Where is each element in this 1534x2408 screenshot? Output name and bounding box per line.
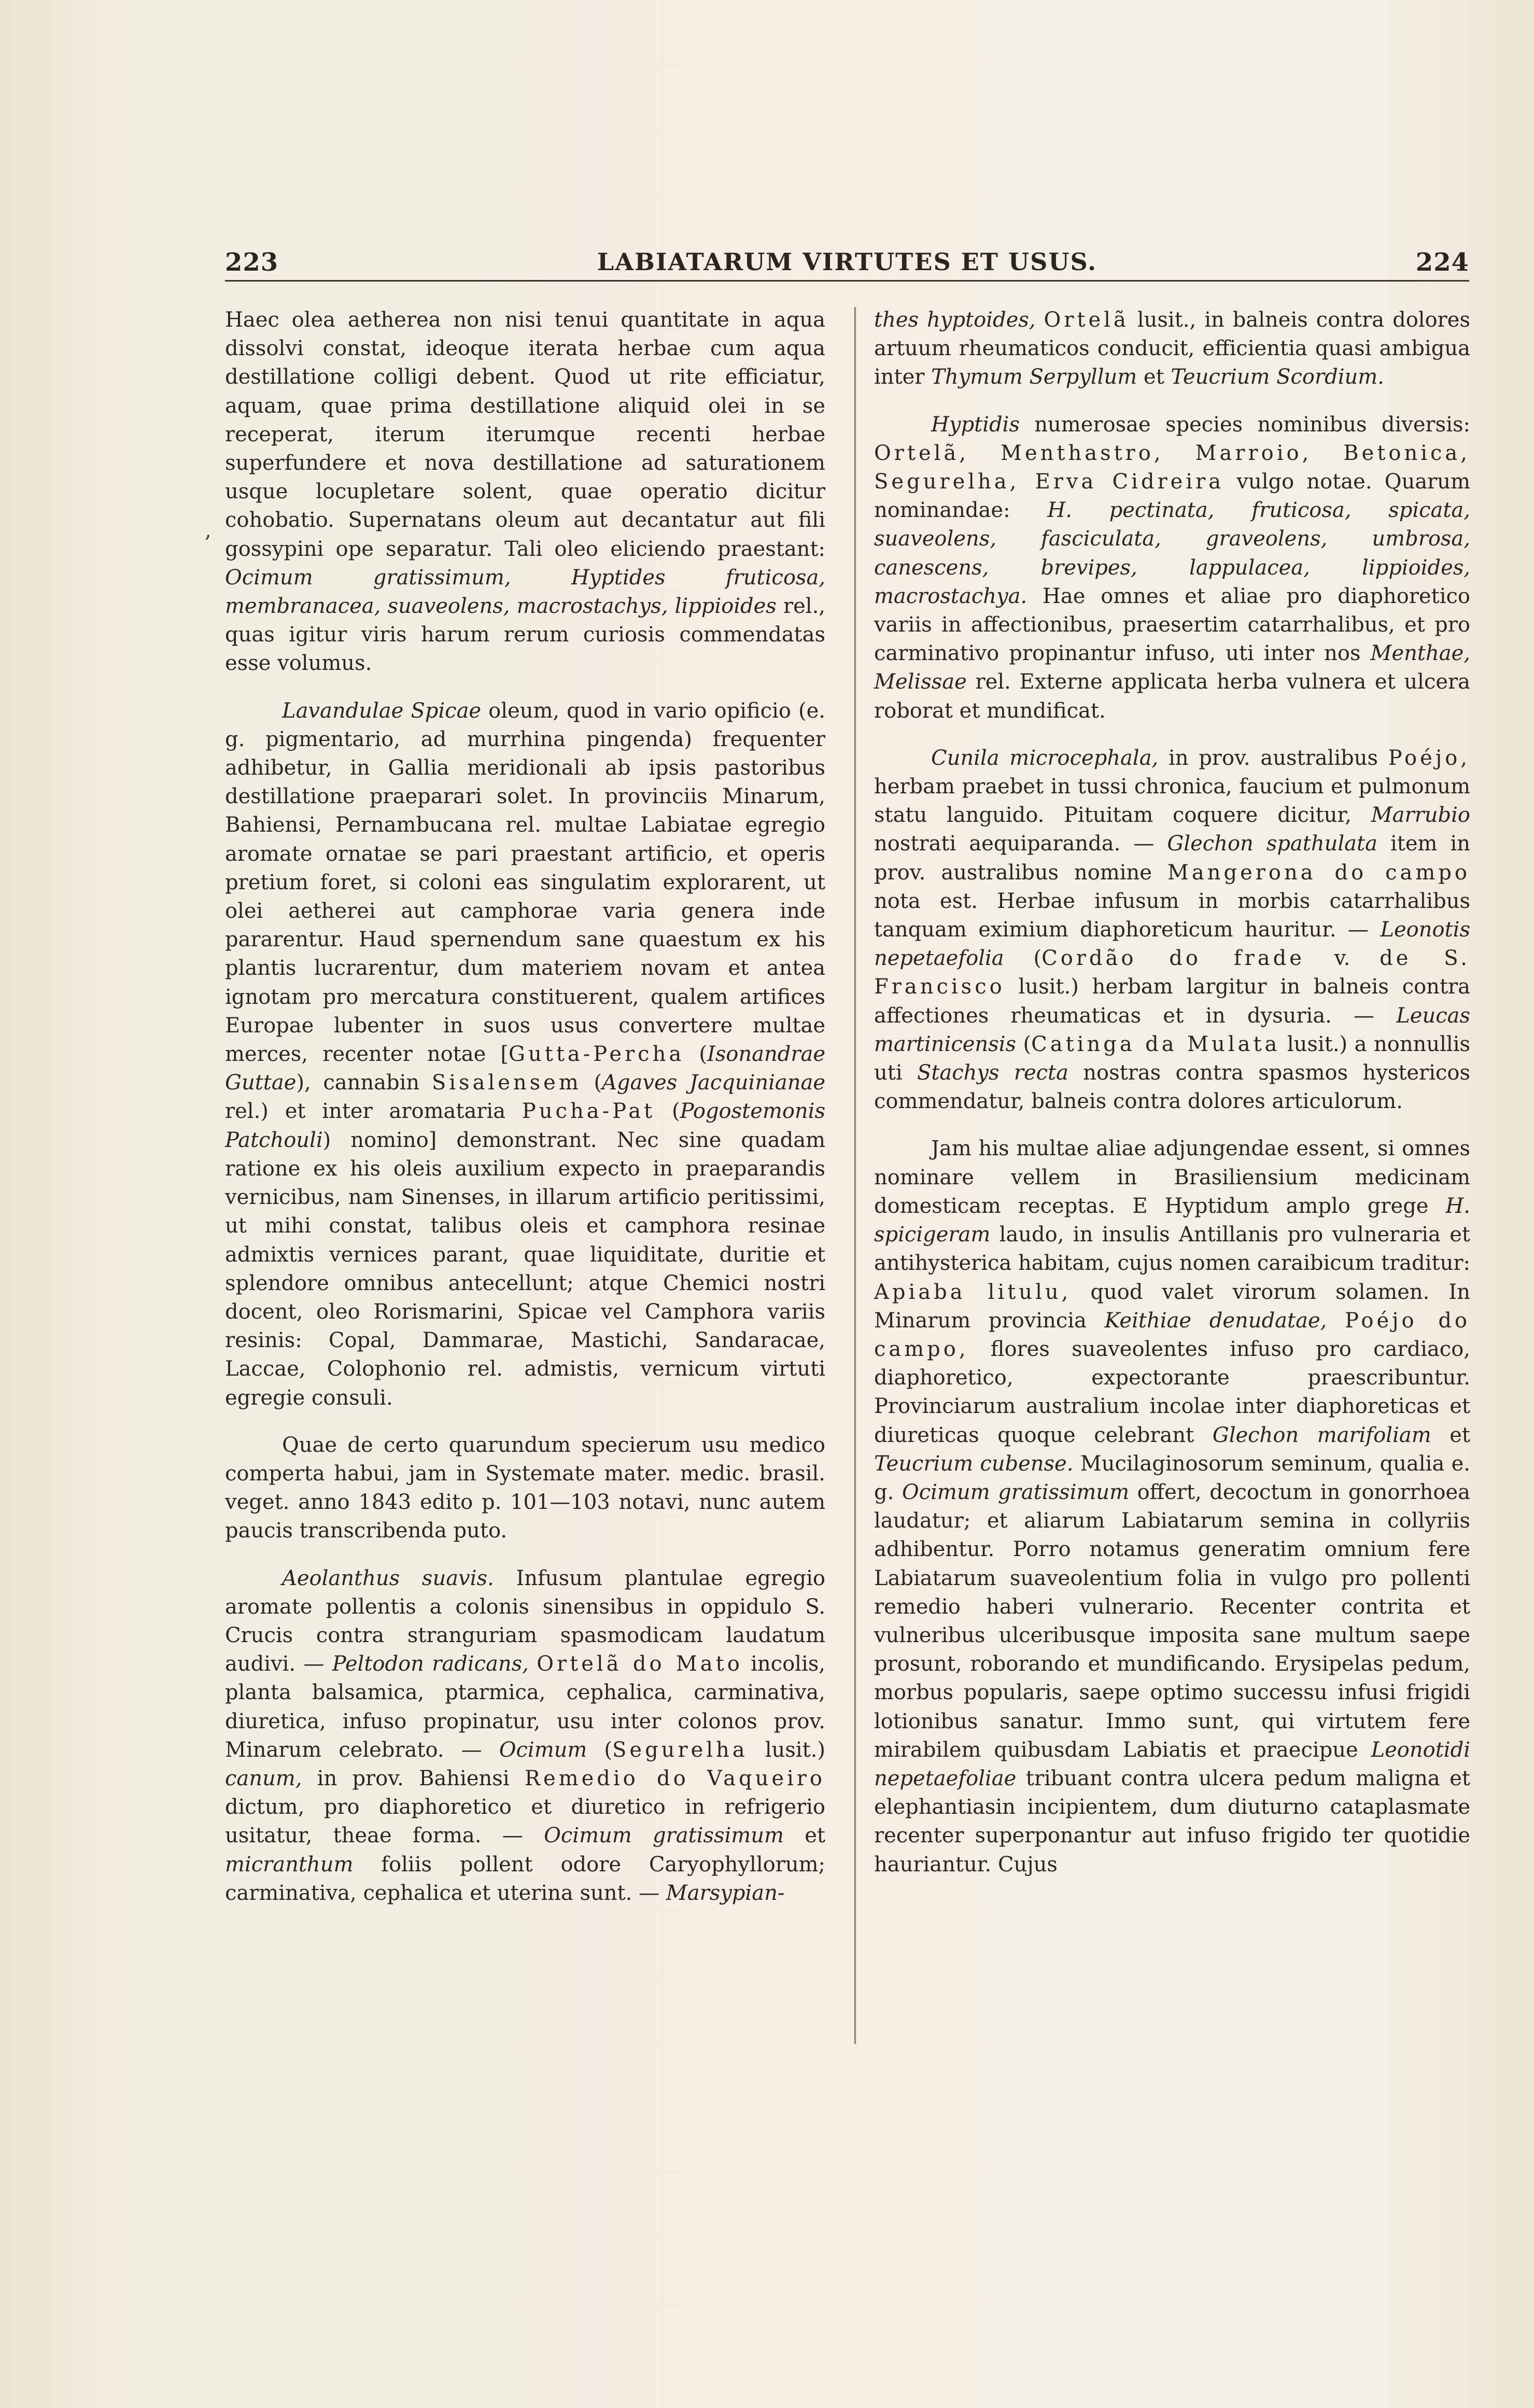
text-run: lusit.) herbam largitur in balneis contra affectiones rheumaticas et in dysuria. —	[874, 975, 1470, 1028]
vernacular-name: Gutta-Percha	[509, 1042, 685, 1067]
species-name: Ocimum gratissimum	[902, 1480, 1129, 1504]
text-run: (	[684, 1042, 707, 1067]
text-run: lusit.)	[748, 1738, 825, 1762]
text-run	[529, 1652, 537, 1676]
left-column	[225, 306, 825, 1926]
column-divider	[854, 307, 856, 2044]
vernacular-name: Sisalensem	[431, 1071, 582, 1095]
text-run: flores suaveolentes infuso pro cardiaco, diaphoretico, expectorante praescribuntur. Provinciarum australium incolae inter diaphoreticas et diureticas quoque celebrant	[874, 1337, 1470, 1447]
species-name: Aeolanthus suavis.	[282, 1566, 494, 1590]
species-name: H. spicigeram	[874, 1194, 1470, 1247]
species-name: Marsypian-	[666, 1881, 785, 1905]
text-run: offert, decoctum in gonorrhoea laudatur; et aliarum Labiatarum semina in collyriis adhibentur. Porro notamus generatim omnium fere Labiatarum suaveolentium folia in vulgo pro pollenti remedio haberi vulnerario. Recenter contrita et vulneribus ulceribusque imposita sane multum saepe prosunt, roborando et mundificando. Erysipelas pedum, morbus popularis, saepe optimo successu infusi frigidi lotionibus sanatur. Immo sunt, qui virtutem fere mirabilem quibusdam Labiatis et praecipue	[874, 1480, 1470, 1762]
text-run: (	[655, 1099, 680, 1124]
species-name: Marrubio	[1371, 803, 1470, 828]
text-run: (	[1004, 946, 1042, 971]
vernacular-name: Mangerona do campo	[1167, 860, 1470, 885]
vernacular-name: Poéjo do campo,	[874, 1308, 1471, 1361]
text-run: (	[587, 1738, 612, 1762]
running-head	[225, 248, 1469, 284]
text-run: nota est. Herbae infusum in morbis catarrhalibus tanquam eximium diaphoreticum hauritur. —	[874, 889, 1470, 942]
paragraph	[874, 1135, 1470, 1879]
vernacular-name: Ortelã do Mato	[537, 1652, 743, 1676]
vernacular-name: Poéjo,	[1388, 746, 1471, 770]
text-run: in prov. Bahiensi	[302, 1766, 525, 1790]
text-run: ) nomino] demonstrant. Nec sine quadam ratione ex his oleis auxilium expecto in praeparandis vernicibus, nam Sinenses, in illarum artificio peritissimi, ut mihi constat, talibus oleis et camphora resinae admixtis vernices parant, quae liquiditate, duritie et splendore omnibus antecellunt; atque Chemici nostri docent, oleo Rorismarini, Spicae vel Camphora variis resinis: Copal, Dammarae, Mastichi, Sandaracae, Laccae, Colophonio rel. admistis, vernicum virtuti egregie consuli.	[225, 1128, 825, 1410]
text-run: ), cannabin	[296, 1071, 432, 1095]
text-run	[1035, 308, 1044, 332]
paragraph	[225, 1564, 825, 1908]
vernacular-name: Apiaba litulu,	[874, 1280, 1072, 1304]
species-name: Agaves Jacquinianae	[602, 1071, 825, 1095]
text-run: foliis pollent odore Caryophyllorum; carminativa, cephalica et uterina sunt. —	[225, 1852, 825, 1905]
text-run: in prov. australibus	[1158, 746, 1388, 770]
paragraph	[225, 306, 825, 678]
species-name: Stachys recta	[917, 1061, 1068, 1085]
text-run: rel.) et inter aromataria	[225, 1099, 522, 1124]
text-run: nostras contra spasmos hystericos commendatur, balneis contra dolores articulorum.	[874, 1061, 1470, 1114]
vernacular-name: Remedio do Vaqueiro	[524, 1766, 825, 1790]
text-run: (	[581, 1071, 602, 1095]
paragraph	[225, 697, 825, 1412]
text-run: Hae omnes et aliae pro diaphoretico variis in affectionibus, praesertim catarrhalibus, et pro carminativo propinantur infuso, uti inter nos	[874, 584, 1470, 666]
text-run: quod valet virorum solamen. In Minarum provincia	[874, 1280, 1470, 1333]
text-run: et	[1137, 365, 1171, 389]
species-name: Glechon marifoliam	[1212, 1423, 1431, 1447]
paragraph: Quae de certo quarundum specierum usu medico comperta habui, jam in Systemate mater. medic. brasil. veget. anno 1843 edito p. 101—103 notavi, nunc autem paucis transcribenda puto.	[225, 1433, 825, 1543]
vernacular-name: Cordão do frade	[1042, 946, 1305, 971]
margin-mark: ,	[205, 519, 212, 542]
vernacular-name: de S. Francisco	[874, 946, 1470, 999]
text-run: Mucilaginosorum seminum, qualia e. g.	[874, 1451, 1470, 1504]
species-name: canum,	[225, 1766, 302, 1790]
vernacular-name: Catinga da Mulata	[1031, 1032, 1280, 1056]
text-run: et	[783, 1824, 826, 1848]
text-run: Infusum plantulae egregio aromate pollentis a colonis sinensibus in oppidulo S. Crucis contra stranguriam spasmodicam laudatum audivi. —	[225, 1566, 825, 1676]
species-name: Teucrium Scordium.	[1171, 365, 1384, 389]
vernacular-name: Segurelha	[612, 1738, 748, 1762]
text-run: incolis, planta balsamica, ptarmica, cephalica, carminativa, diuretica, infuso propinatur, usu inter colonos prov. Minarum celebrato. —	[225, 1652, 825, 1762]
text-run: vulgo notae. Quarum nominandae:	[874, 470, 1470, 523]
paragraph	[874, 744, 1470, 1116]
species-name: Keithiae denudatae,	[1104, 1308, 1327, 1333]
species-name: Ocimum gratissimum	[544, 1824, 784, 1848]
text-run: oleum, quod in vario opificio (e. g. pigmentario, ad murrhina pingenda) frequenter adhibetur, in Gallia meridionali ab ipsis pastoribus destillatione praeparari solet. In provinciis Minarum, Bahiensi, Pernambucana rel. multae Labiatae egregio aromate ornatae se pari praestant artificio, et operis pretium foret, si coloni eas singulatim explorarent, ut olei aetherei aut camphorae varia genera inde pararentur. Haud spernendum sane quaestum ex his plantis lucrarentur, dum materiem novam et antea ignotam pro mercatura constituerent, qualem artifices Europae lubenter in suos usus convertere multae merces, recenter notae [	[225, 698, 826, 1067]
text-run: item in prov. australibus nomine	[874, 832, 1471, 885]
text-run: lusit., in balneis contra dolores artuum rheumaticos conducit, efficientia quasi ambigua inter	[874, 308, 1470, 389]
text-run: laudo, in insulis Antillanis pro vulneraria et antihysterica habitam, cujus nomen caraibicum traditur:	[874, 1223, 1470, 1276]
header-rule	[225, 280, 1469, 282]
vernacular-name: Ortelã	[1044, 308, 1129, 332]
vernacular-names: Ortelã, Menthastro, Marroio, Betonica, Segurelha, Erva Cidreira	[874, 441, 1470, 494]
vernacular-name: Pucha-Pat	[522, 1099, 656, 1124]
text-run: v.	[1304, 946, 1380, 971]
species-name: Leonotis nepetaefolia	[874, 918, 1470, 971]
page-number-right: 224	[1415, 248, 1469, 277]
species-name: Teucrium cubense.	[874, 1451, 1074, 1476]
species-name: Cunila microcephala,	[931, 746, 1159, 770]
species-name: Lavandulae Spicae	[282, 698, 482, 723]
species-name: Glechon spathulata	[1167, 832, 1377, 856]
page-number-left: 223	[225, 248, 279, 277]
species-names: Menthae, Melissae	[874, 641, 1470, 694]
paragraph	[874, 306, 1470, 392]
species-name: Leucas martinicensis	[874, 1003, 1470, 1056]
text-run: et	[1431, 1423, 1470, 1447]
text-run: dictum, pro diaphoretico et diuretico in refrigerio usitatur, theae forma. —	[225, 1795, 825, 1848]
text-run: (	[1016, 1032, 1032, 1056]
text-run: rel. Externe applicata herba vulnera et ulcera roborat et mundificat.	[874, 670, 1470, 723]
text-run: rel., quas igitur viris harum rerum curiosis commendatas esse volumus.	[225, 594, 825, 676]
species-name: Leonotidi nepetaefoliae	[874, 1738, 1470, 1790]
right-column	[874, 306, 1470, 1898]
species-name: thes hyptoides,	[874, 308, 1036, 332]
species-names: Ocimum gratissimum, Hyptides fruticosa, membranacea, suaveolens, macrostachys, lippioides	[225, 565, 825, 619]
species-name: Hyptidis	[931, 412, 1020, 437]
paragraph	[874, 411, 1470, 725]
species-name: Pogostemonis Patchouli	[225, 1099, 825, 1152]
species-name: Ocimum	[499, 1738, 587, 1762]
species-name: Isonandrae Guttae	[225, 1042, 825, 1095]
text-run: lusit.) a nonnullis uti	[874, 1032, 1471, 1085]
text-run: Jam his multae aliae adjungendae essent, si omnes nominare vellem in Brasiliensium medicinam domesticam receptas. E Hyptidum amplo grege	[874, 1137, 1470, 1218]
text-run: Haec olea aetherea non nisi tenui quantitate in aqua dissolvi constat, ideoque iterata herbae cum aqua destillatione colligi debent. Quod ut rite efficiatur, aquam, quae prima destillatione aliquid olei in se receperat, iterum iterumque recenti herbae superfundere et nova destillatione ad saturationem usque locupletare solent, quae operatio dicitur cohobatio. Supernatans oleum aut decantatur aut fili gossypini ope separatur. Tali oleo eliciendo praestant:	[225, 308, 825, 561]
text-run: herbam praebet in tussi chronica, faucium et pulmonum statu languido. Pituitam coquere dicitur,	[874, 775, 1470, 828]
running-title: LABIATARUM VIRTUTES ET USUS.	[597, 248, 1097, 276]
species-name: Peltodon radicans,	[332, 1652, 529, 1676]
text-run: nostrati aequiparanda. —	[874, 832, 1167, 856]
text-run: numerosae species nominibus diversis:	[1019, 412, 1470, 437]
text-run: tribuant contra ulcera pedum maligna et elephantiasin incipientem, dum diuturno cataplasmate recenter superponantur aut infuso frigido ter quotidie hauriantur. Cujus	[874, 1766, 1470, 1877]
species-name: Thymum Serpyllum	[931, 365, 1137, 389]
species-names: H. pectinata, fruticosa, spicata, suaveolens, fasciculata, graveolens, umbrosa, canescens, brevipes, lappulacea, lippioides, macrostachya.	[874, 498, 1470, 608]
species-name: micranthum	[225, 1852, 354, 1877]
text-run	[1327, 1309, 1345, 1333]
